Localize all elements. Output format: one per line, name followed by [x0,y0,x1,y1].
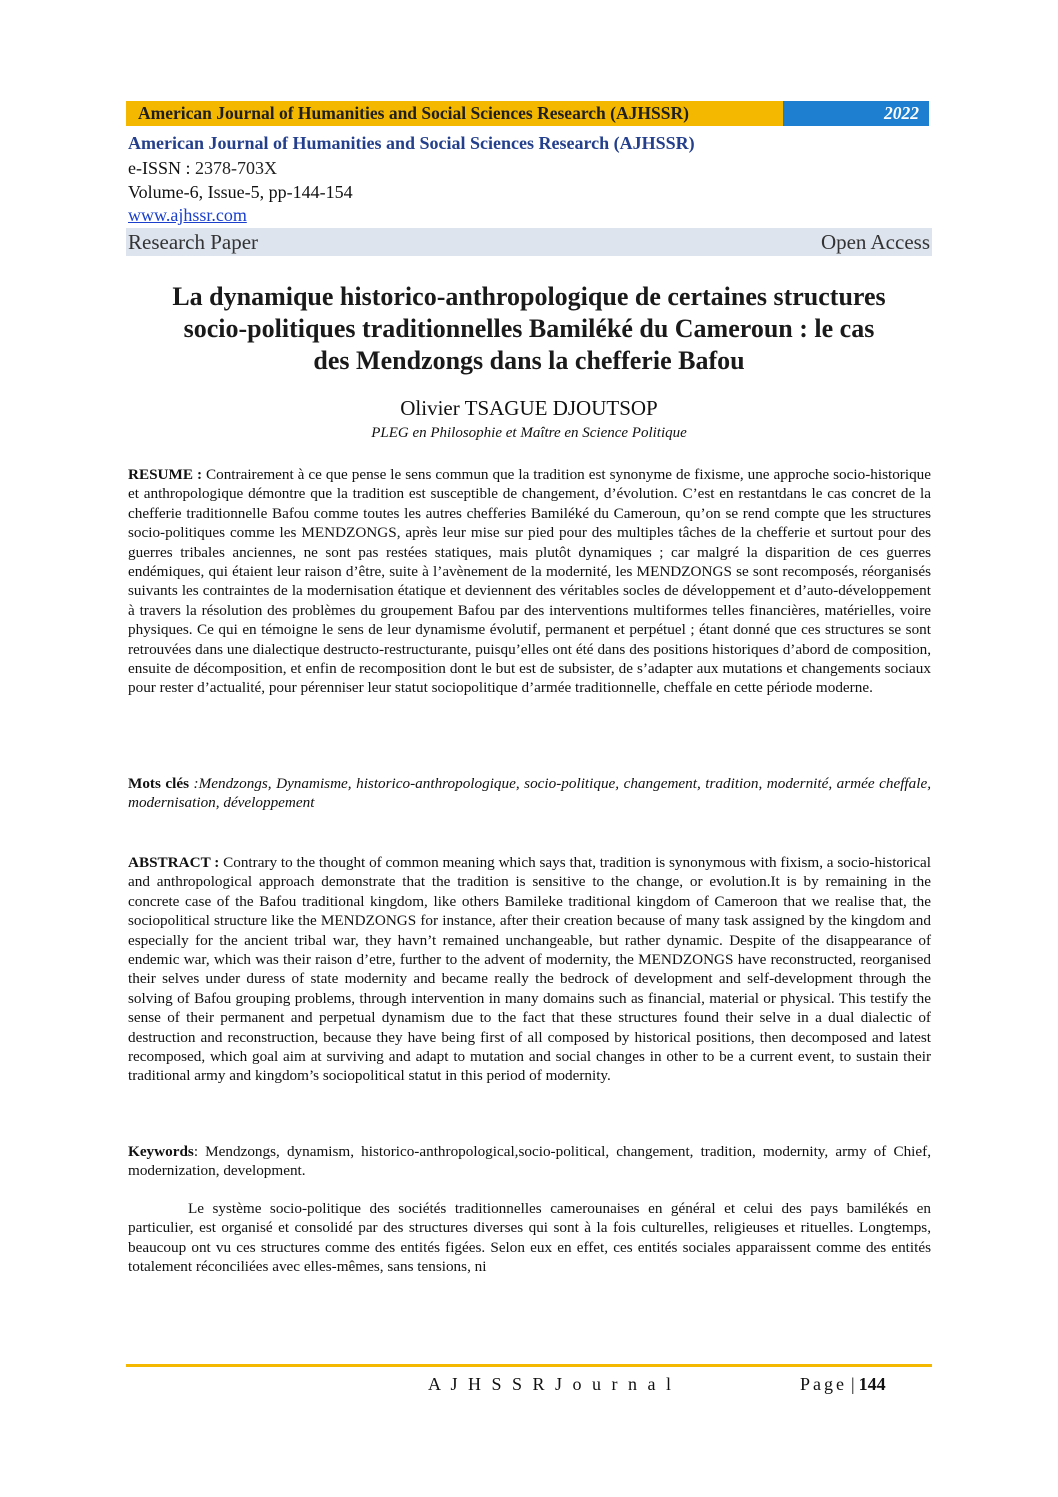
footer-page-label: Page [800,1374,847,1394]
author-name: Olivier TSAGUE DJOUTSOP [400,396,658,420]
footer-divider [126,1364,932,1367]
resume-paragraph [128,465,931,698]
title-line-3: des Mendzongs dans la chefferie Bafou [313,346,745,375]
footer-page-number: 144 [858,1374,886,1394]
title-line-2: socio-politiques traditionnelles Bamiléké du Cameroun : le cas [183,314,875,343]
abstract-paragraph [128,853,931,1086]
resume-label: RESUME : [128,466,203,483]
issn [128,158,277,179]
intro-paragraph: Le système socio-politique des sociétés traditionnelles camerounaises en général et celui des pays bamilékés en particulier, est organisé et consolidé par des structures diverses qui sont à la fois culturelles, religieuses et rituelles. Longtemps, beaucoup ont vu ces structures comme des entités figées. Selon eux en effet, ces entités sociales apparaissent comme des entités totalement réconciliées avec elles-mêmes, sans tensions, ni [128,1200,931,1276]
banner-journal-name: American Journal of Humanities and Social Sciences Research (AJHSSR) [126,101,783,126]
resume-text: Contrairement à ce que pense le sens commun que la tradition est synonyme de fixisme, une approche socio-historique et anthropologique démontre que la tradition est susceptible de changement, d’évolution. C’est en restantdans le cas concret de la chefferie traditionnelle Bafou comme toutes les autres chefferies Bamiléké du Cameroun, qu’on se rend compte que les structures socio-politiques comme les MENDZONGS, après leur mise sur pied pour des multiples tâches de la chefferie et surtout pour des guerres tribales anciennes, ne sont pas restées statiques, mais plutôt dynamiques ; car malgré la disparition de ces guerres endémiques, qui étaient leur raison d’être, suite à l’avènement de la modernité, les MENDZONGS se sont recomposés, réorganisés suivants les contraintes de la modernisation étatique et deviennent des véritables socles de développement et d’auto-développement à travers la résolution des problèmes du groupement Bafou par des interventions multiformes telles financières, matérielles, voire physiques. Ce qui en témoigne le sens de leur dynamisme évolutif, permanent et perpétuel ; étant donné que ces structures se sont retrouvées dans une dialectique destructo-restructurante, puisqu’elles ont été dans des positions historiques d’abord de composition, ensuite de décomposition, et enfin de recomposition dont le but est de subsister, de s’adapter aux mutations et changements sociaux pour rester d’actualité, pour pérenniser leur statut sociopolitique d’armée traditionnelle, cheffale en cette période moderne. [128,466,931,697]
mots-cles-paragraph [128,774,931,813]
footer-separator: | [851,1374,855,1394]
issn-value: 2378-703X [195,158,277,178]
journal-website-link[interactable]: www.ajhssr.com [128,205,247,225]
paper-title [120,281,938,377]
journal-banner [126,101,929,126]
paper-type-bar [126,228,932,256]
paper-type: Research Paper [128,229,259,254]
journal-title: American Journal of Humanities and Social Sciences Research (AJHSSR) [128,133,695,153]
footer-page [800,1374,886,1395]
volume-issue: Volume-6, Issue-5, pp-144-154 [128,182,353,202]
keywords-text: : Mendzongs, dynamism, historico-anthropological,socio-political, changement, tradition, modernity, army of Chief, modernization, development. [128,1143,931,1180]
access-type: Open Access [820,229,930,254]
abstract-text: Contrary to the thought of common meaning which says that, tradition is synonymous with fixism, a socio-historical and anthropological approach demonstrate that the tradition is sensitive to the change, or evolution.It is by remaining in the concrete case of the Bafou traditional kingdom, like others Bamileke traditional kingdom of Cameroon that we realise that, the sociopolitical structure like the MENDZONGS for instance, after their creation because of many task assigned by the kingdom and especially for the ancient tribal war, they havn’t remained unchangeable, but rather dynamic. Despite of the disappearance of endemic war, which was their raison d’etre, further to the advent of modernity, the MENDZONGS have reconstructed, reorganised their selves under duress of state modernity and became really the bedrock of development and self-development through the solving of Bafou grouping problems, through intervention in many domains such as financial, material or physical. This testify the sense of their permanent and perpetual dynamism due to the fact that these structures found their selve in a dual dialectic of destruction and reconstruction, because they have being first of all composed by historical positions, then decomposed and latest recomposed, which goal aim at surviving and adapt to mutation and social changes in other to be a current event, to sustain their traditional army and kingdom’s sociopolitical statut in this period of modernity. [128,854,931,1085]
issn-label: e-ISSN : [128,158,195,178]
abstract-label: ABSTRACT : [128,854,220,871]
keywords-label: Keywords [128,1143,194,1160]
mots-cles-text: :Mendzongs, Dynamisme, historico-anthropologique, socio-politique, changement, tradition, modernité, armée cheffale, modernisation, développement [128,775,931,812]
keywords-paragraph [128,1142,931,1181]
mots-cles-label: Mots clés [128,775,190,792]
author-affiliation: PLEG en Philosophie et Maître en Science Politique [371,425,687,441]
title-line-1: La dynamique historico-anthropologique de certaines structures [172,282,886,311]
footer-journal: A J H S S R J o u r n a l [428,1374,675,1394]
banner-year: 2022 [783,101,929,126]
